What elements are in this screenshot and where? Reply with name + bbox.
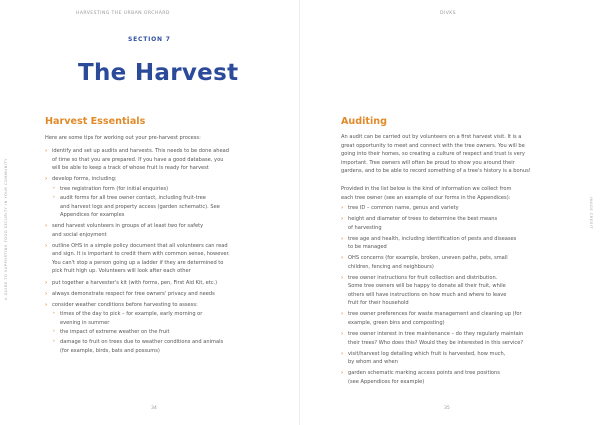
side-text-left: A GUIDE TO SUPPORTING FOOD SECURITY IN YOUR COMMUNITY (4, 158, 8, 300)
chevron-bullet-icon: › (45, 279, 48, 286)
text-line: example, green bins and composting) (348, 319, 445, 326)
text-line: audit forms for all tree owner contact, including fruit-tree (60, 195, 206, 202)
text-line: and sign. It is important to credit them with common sense, however. (52, 251, 230, 258)
list-item (45, 301, 275, 310)
list-item (341, 369, 569, 386)
text-line: put together a harvester's kit (with forms, pen, First Aid Kit, etc.) (52, 279, 218, 286)
chevron-bullet-icon: › (341, 216, 344, 223)
text-line: OHS concerns (for example, broken, uneven paths, pets, small (348, 255, 508, 262)
chevron-bullet-icon: › (341, 331, 344, 338)
chevron-bullet-icon: › (53, 339, 55, 345)
gutter-divider (299, 0, 300, 425)
text-line: gardens, and to be able to record something of a tree's history is a bonus! (341, 168, 531, 174)
auditing-list (341, 204, 569, 389)
text-line: outline OHS in a simple policy document that all volunteers can read (52, 242, 228, 249)
page-number-right: 35 (444, 406, 450, 411)
text-line: of time so that you are prepared. If you have a good database, you (52, 156, 224, 163)
text-line: Some tree owners will be happy to donate all their fruit, while (348, 283, 506, 290)
chevron-bullet-icon: › (45, 148, 48, 154)
text-line: pick fruit high up. Volunteers will look after each other (52, 268, 191, 275)
sub-list-item (45, 194, 275, 220)
running-head-right: DIVKS (440, 11, 456, 16)
text-line: identify and set up audits and harvests. This needs to be done ahead (52, 148, 229, 154)
chevron-bullet-icon: › (341, 235, 344, 242)
list-item (341, 350, 569, 367)
heading-harvest-essentials: Harvest Essentials (45, 116, 146, 127)
chevron-bullet-icon: › (341, 255, 344, 262)
section-label: SECTION 7 (128, 36, 171, 43)
list-item (341, 254, 569, 271)
text-line: You can't stop a person going up a ladder if they are determined to (52, 259, 224, 266)
text-line: develop forms, including: (52, 176, 117, 183)
list-item (341, 204, 569, 213)
text-line: others will have instructions on how much and where to leave (348, 291, 507, 298)
text-line: each tree owner (see an example of our forms in the Appendices): (341, 194, 511, 201)
list-item (45, 175, 275, 184)
text-line: and harvest logs and property access (garden schematic). See (60, 203, 220, 210)
chevron-bullet-icon: › (341, 311, 344, 318)
chevron-bullet-icon: › (53, 329, 55, 335)
intro-paragraph-right (341, 133, 563, 176)
intro-paragraph-right-2 (341, 185, 563, 202)
text-line: times of the day to pick – for example, early morning or (60, 311, 203, 318)
sub-list-item (45, 185, 275, 194)
text-line: fruit for their household (348, 300, 409, 307)
text-line: and social enjoyment (52, 231, 107, 238)
sub-list-item (45, 328, 275, 337)
text-line: (see Appendices for example) (348, 378, 425, 385)
sub-list-item (45, 310, 275, 327)
list-item (45, 222, 275, 239)
text-line: of harvesting (348, 224, 382, 231)
heading-auditing: Auditing (341, 116, 387, 127)
chevron-bullet-icon: › (45, 290, 48, 297)
text-line: height and diameter of trees to determine the best means (348, 216, 498, 223)
text-line: garden schematic marking access points and tree positions (348, 370, 500, 377)
list-item (341, 310, 569, 327)
text-line: the impact of extreme weather on the fruit (60, 329, 170, 336)
text-line: important. Tree owners will often be proud to show you around their (341, 159, 515, 166)
chevron-bullet-icon: › (45, 242, 48, 249)
list-item (341, 330, 569, 347)
text-line: Provided in the list below is the kind of information we collect from (341, 186, 512, 192)
chevron-bullet-icon: › (341, 370, 344, 377)
text-line: tree registration form (for initial enquiries) (60, 185, 169, 192)
text-line: tree ID – common name, genus and variety (348, 205, 459, 211)
text-line: great opportunity to meet and connect with the tree owners. You will be (341, 142, 525, 149)
text-line: consider weather conditions before harvesting to assess: (52, 301, 198, 308)
text-line: send harvest volunteers in groups of at least two for safety (52, 223, 204, 230)
chevron-bullet-icon: › (341, 205, 344, 211)
list-item (45, 279, 275, 288)
text-line: tree owner instructions for fruit collection and distribution. (348, 274, 498, 281)
text-line: An audit can be carried out by volunteers on a first harvest visit. It is a (341, 134, 522, 140)
text-line: Appendices for examples (60, 212, 125, 219)
chevron-bullet-icon: › (341, 350, 344, 357)
chevron-bullet-icon: › (53, 195, 55, 201)
text-line: children, fencing and neighbours) (348, 263, 434, 270)
list-item (341, 215, 569, 232)
chevron-bullet-icon: › (45, 301, 48, 308)
text-line: visit/harvest log detailing which fruit is harvested, how much, (348, 350, 506, 357)
text-line: their trees? Who does this? Would they be interested in this service? (348, 339, 524, 346)
chevron-bullet-icon: › (53, 311, 55, 317)
side-text-right: IMAGE CREDIT (589, 197, 593, 230)
chevron-bullet-icon: › (45, 176, 48, 183)
text-line: always demonstrate respect for tree owners' privacy and needs (52, 290, 215, 297)
chevron-bullet-icon: › (341, 274, 344, 281)
page-number-left: 34 (151, 406, 157, 411)
intro-paragraph-left: Here are some tips for working out your pre-harvest process: (45, 135, 201, 141)
harvest-essentials-list (45, 147, 275, 358)
list-item (45, 147, 275, 173)
text-line: tree age and health, including identification of pests and diseases (348, 235, 517, 242)
list-item (341, 274, 569, 308)
list-item (45, 290, 275, 299)
text-line: will be able to keep a track of whose fruit is ready for harvest (52, 165, 209, 171)
list-item (341, 235, 569, 252)
page-title: The Harvest (78, 60, 239, 86)
text-line: tree owner preferences for waste management and cleaning up (for (348, 311, 522, 318)
text-line: damage to fruit on trees due to weather conditions and animals (60, 339, 224, 346)
text-line: (for example, birds, bats and possums) (60, 347, 160, 354)
sub-list-item (45, 338, 275, 355)
running-head-left: HARVESTING THE URBAN ORCHARD (76, 11, 170, 16)
text-line: to be managed (348, 244, 387, 251)
text-line: by whom and when (348, 359, 398, 366)
text-line: tree owner interest in tree maintenance – do they regularly maintain (348, 331, 524, 338)
chevron-bullet-icon: › (53, 185, 55, 191)
list-item (45, 242, 275, 276)
text-line: going into their homes, so creating a culture of respect and trust is very (341, 151, 525, 157)
text-line: evening in summer (60, 319, 110, 326)
chevron-bullet-icon: › (45, 223, 48, 230)
